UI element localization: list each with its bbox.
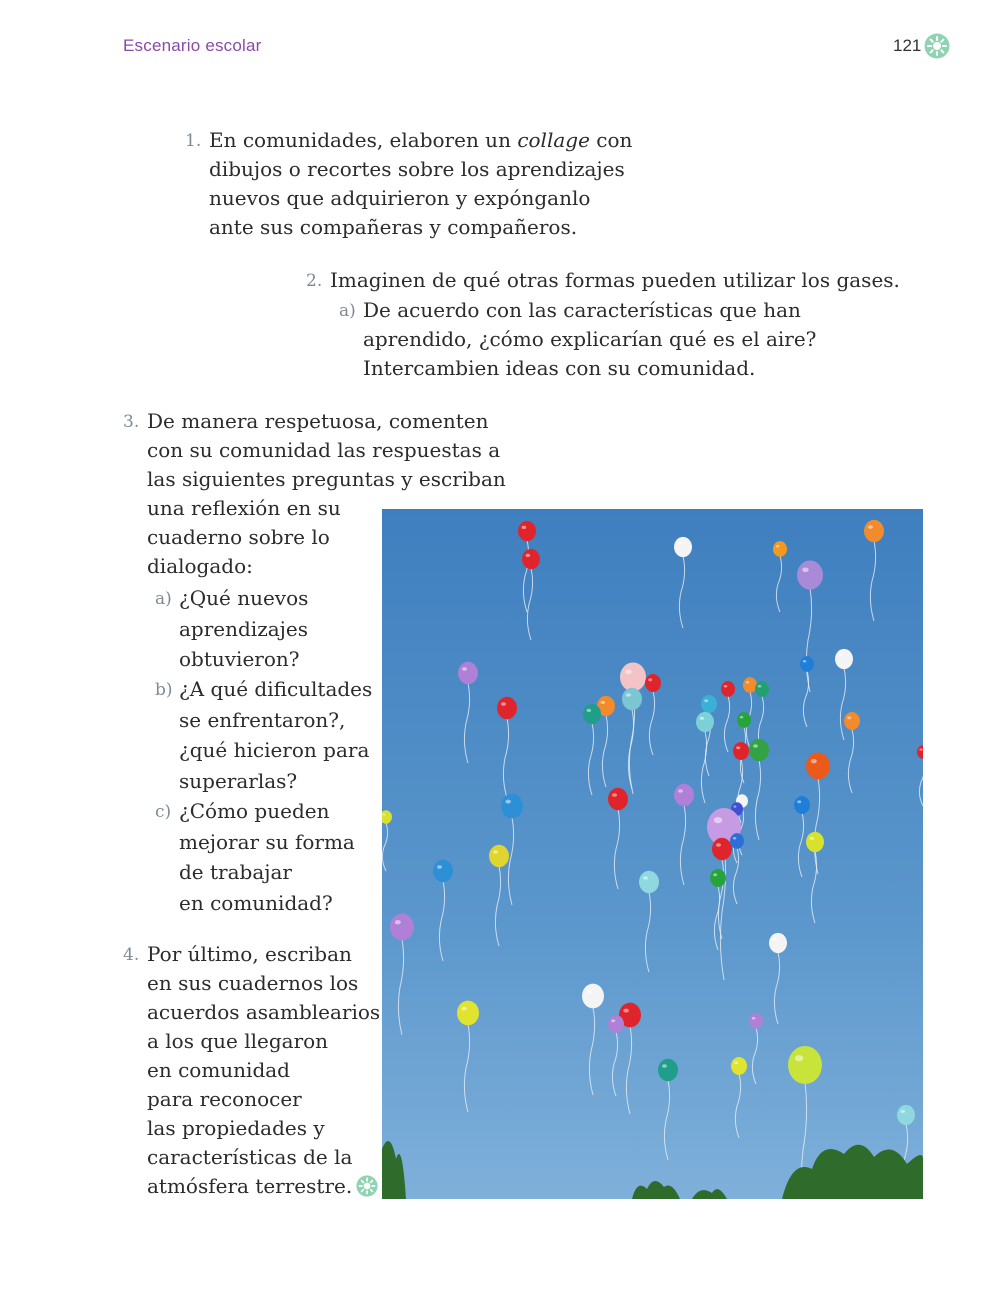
balloon [620,662,646,691]
balloon-highlight [462,667,467,671]
balloon [701,695,717,713]
balloon [674,784,694,806]
item-text: para reconocer [147,1087,302,1111]
item-text: superarlas? [179,768,298,793]
item-text: ¿qué hicieron para [179,738,370,762]
item-number: 3. [123,412,140,432]
balloon-highlight [678,542,683,545]
balloon-highlight [648,678,652,681]
balloon [749,739,769,761]
balloon-highlight [847,716,851,719]
item-text: De acuerdo con las características que han [363,298,801,322]
balloon [622,688,642,710]
item-text: Intercambien ideas con su comunidad. [363,356,756,380]
sun-gear-icon [924,33,950,59]
item-text: las siguientes preguntas y escriban [147,467,506,491]
balloon [522,549,540,569]
item-text: ¿Cómo pueden [179,799,330,823]
item-text: en sus cuadernos los [147,971,359,995]
balloon-highlight [611,1019,615,1022]
balloon [864,520,884,542]
balloon [390,914,414,941]
balloon [489,845,509,867]
balloon [806,832,824,852]
balloon-highlight [587,709,592,712]
item-text: ¿Qué nuevos [179,586,309,610]
balloon [897,1105,915,1125]
balloon-highlight [776,545,780,548]
balloon-highlight [740,716,744,719]
balloon [835,649,853,669]
item-2 [306,266,900,295]
balloon-highlight [811,759,817,763]
item-1 [185,126,633,242]
item-text: ante sus compañeras y compañeros. [209,215,578,239]
balloon-highlight [738,798,741,800]
balloon [608,788,628,810]
balloon [608,1015,624,1033]
balloon-highlight [733,806,736,808]
balloon-highlight [522,526,527,529]
item-text: características de la [147,1145,353,1169]
balloon-highlight [382,814,385,816]
item-number: 2. [306,271,323,291]
balloon-highlight [810,837,815,840]
balloon-highlight [526,554,531,557]
balloon [788,1046,822,1084]
balloon-highlight [736,746,740,749]
page-number: 121 [893,36,922,55]
item-text: obtuvieron? [179,647,300,671]
balloon-highlight [643,876,648,880]
balloon [696,712,714,732]
item-text: atmósfera terrestre. [147,1174,353,1198]
balloon [737,712,751,728]
balloon [844,712,860,730]
item-text: con [596,128,633,152]
balloon-highlight [612,793,617,797]
balloon-highlight [437,865,442,869]
balloon-highlight [505,800,511,804]
balloon [582,984,604,1009]
item-text: Imaginen de qué otras formas pueden utilizar los gases. [330,268,900,292]
balloon [730,833,744,849]
balloon [458,662,478,684]
balloon-highlight [626,693,631,697]
balloon [583,704,601,724]
balloon-highlight [839,654,844,657]
balloon-highlight [803,660,807,663]
item-text: En comunidades, elaboren un [209,128,511,152]
balloon-highlight [733,837,737,840]
balloon [800,656,814,672]
item-text: se enfrentaron?, [179,707,346,732]
item-text: una reflexión en su [147,496,341,520]
balloon-highlight [704,699,708,702]
sub-letter: a) [155,589,172,609]
balloon [797,560,823,589]
balloon [712,838,732,860]
balloon-highlight [700,717,705,720]
balloon-highlight [752,1017,756,1020]
item-3-sub-a [155,583,309,675]
balloon-highlight [678,789,683,793]
item-text: cuaderno sobre lo [147,525,330,549]
sun-gear-icon [356,1175,378,1197]
balloon [433,860,453,882]
balloon-highlight [623,1009,629,1013]
balloon [731,1057,747,1075]
balloon [755,681,769,697]
item-number: 1. [185,131,202,151]
balloon-highlight [901,1110,906,1113]
balloon-highlight [868,525,873,529]
item-3-sub-b [155,674,373,796]
balloon-highlight [734,1061,738,1064]
item-text: las propiedades y [147,1116,325,1140]
balloon [457,1001,479,1026]
sub-letter: b) [155,680,173,700]
balloon [674,537,692,557]
balloon-highlight [493,850,498,854]
balloon [710,869,726,887]
item-text-italic: collage [517,128,590,152]
balloon [645,674,661,692]
balloon [497,697,517,719]
balloon [721,681,735,697]
balloon [743,677,757,693]
item-text: dialogado: [147,554,253,578]
balloon [806,753,830,780]
balloon-highlight [713,873,717,876]
balloon-highlight [795,1055,804,1061]
item-text: aprendido, ¿cómo explicarían qué es el aire? [363,327,817,351]
item-text: dibujos o recortes sobre los aprendizajes [209,157,625,181]
balloon [749,1013,763,1029]
item-text: de trabajar [179,860,292,884]
balloon-highlight [625,669,632,674]
balloon-highlight [724,685,728,688]
balloon-highlight [758,685,762,688]
balloon [639,871,659,893]
item-number: 4. [123,945,140,965]
balloon-highlight [919,749,922,751]
item-4 [123,940,381,1201]
item-text: en comunidad [147,1058,290,1082]
balloon [658,1059,678,1081]
item-text: con su comunidad las respuestas a [147,438,501,462]
item-text: aprendizajes [179,616,308,641]
balloon-highlight [714,817,723,823]
balloon [773,541,787,557]
item-text: en comunidad? [179,890,333,915]
balloon-highlight [753,744,758,748]
item-text: De manera respetuosa, comenten [147,409,489,433]
balloon-highlight [802,567,809,572]
item-2-sub-a [339,296,817,383]
balloon [769,933,787,953]
balloon-highlight [797,800,801,803]
balloon-highlight [601,701,606,704]
balloon-highlight [662,1064,667,1068]
item-text: nuevos que adquirieron y expónganlo [209,186,591,210]
item-text: ¿A qué dificultades [179,677,373,701]
balloons-illustration [382,509,923,1199]
sub-letter: a) [339,301,356,321]
section-title: Escenario escolar [123,36,262,55]
item-text: Por último, escriban [147,942,352,966]
item-text: mejorar su forma [179,829,355,854]
item-3-sub-c [155,796,355,918]
balloons-photo [382,509,923,1199]
sub-letter: c) [155,802,172,822]
balloon [518,521,536,541]
balloon-highlight [746,681,750,684]
balloon-highlight [586,990,592,994]
balloon-highlight [716,843,721,847]
balloon-highlight [461,1007,467,1011]
item-text: a los que llegaron [147,1029,329,1053]
balloon [794,796,810,814]
balloon-highlight [773,938,778,941]
balloon-highlight [395,920,401,924]
item-text: acuerdos asamblearios [147,1000,381,1024]
balloon-highlight [501,702,506,706]
balloon [733,742,749,760]
balloon [501,794,523,819]
